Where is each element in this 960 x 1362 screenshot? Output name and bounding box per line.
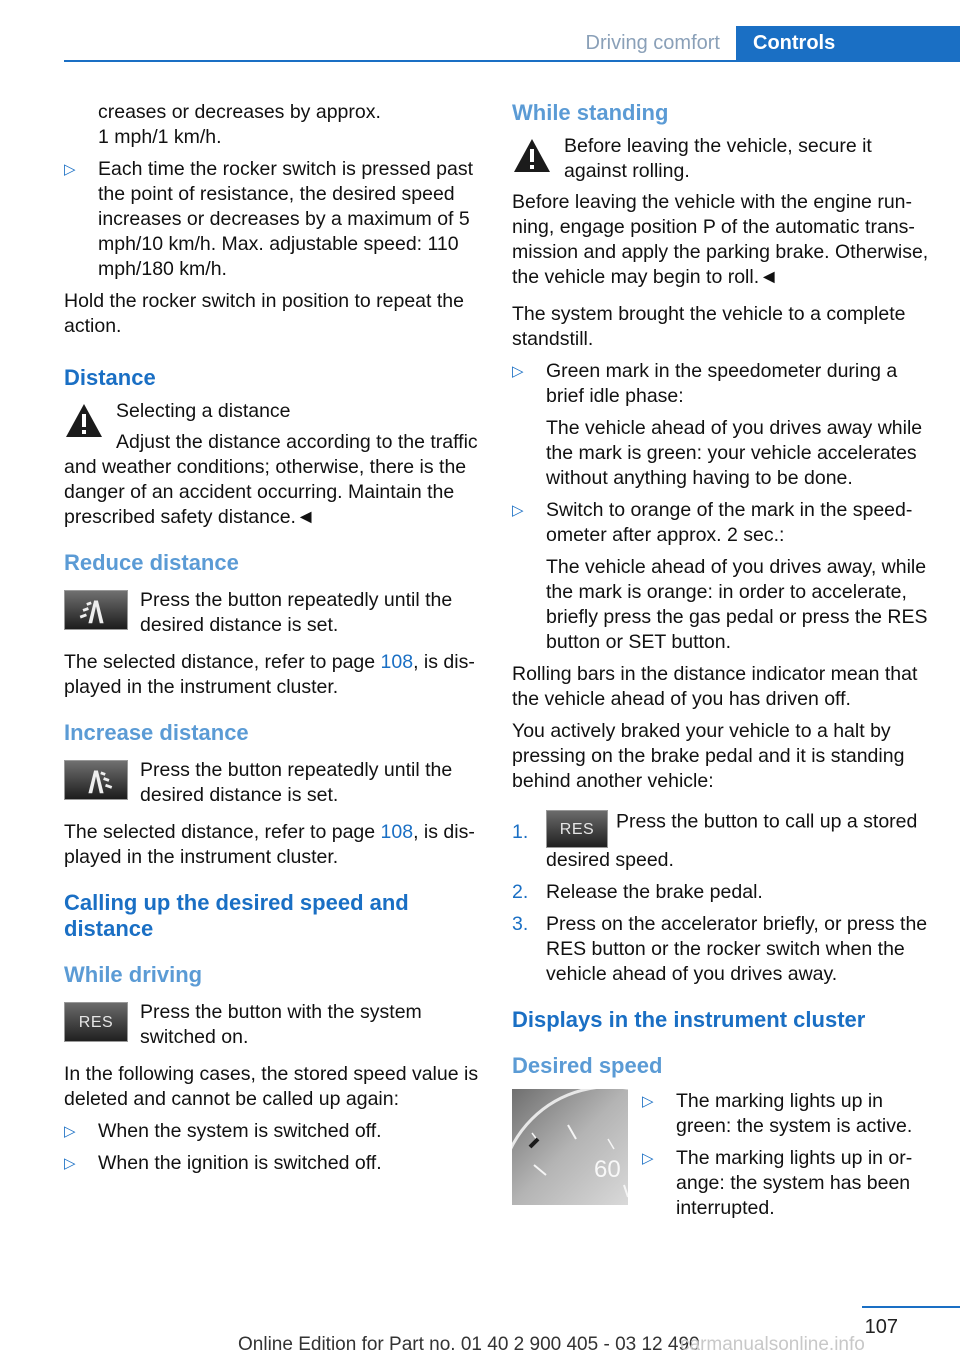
- text-part: The selected distance, refer to page: [64, 821, 381, 843]
- left-column: [64, 100, 484, 1183]
- numbered-step: [512, 808, 930, 873]
- warning-block: [512, 134, 930, 184]
- step-number: 1.: [512, 821, 529, 843]
- list-item-text: Each time the rocker switch is pressed past the point of resistance, the desired speed increases or decreases by a maximum of 5 mph/10 km/h. Max. adjustable speed: 110 mph/180 km/h.: [98, 158, 473, 280]
- heading-desired-speed: Desired speed: [512, 1053, 663, 1078]
- gauge-number: 60: [594, 1156, 621, 1183]
- heading-while-driving: While driving: [64, 962, 203, 987]
- list-item: [642, 1146, 930, 1221]
- header-section-title: Driving comfort: [585, 32, 720, 54]
- list-item-text: When the system is switched off.: [98, 1120, 382, 1142]
- numbered-step: [512, 912, 930, 987]
- warning-text: Before leaving the vehicle, secure it against rolling.: [564, 135, 872, 182]
- brought-text: The system brought the vehicle to a complete standstill.: [512, 303, 906, 350]
- page-number: 107: [864, 1316, 898, 1338]
- header-tab-controls[interactable]: Controls: [736, 26, 960, 62]
- heading-calling-up: Calling up the desired speed and distance: [64, 890, 409, 941]
- while-driving-row: [64, 1000, 484, 1050]
- footer-rule: [862, 1306, 960, 1308]
- res-button-icon: RES: [64, 1002, 128, 1042]
- while-driving-text: Press the button with the system switched on.: [140, 1001, 422, 1048]
- step-text: Press the button to call up a stored desired speed.: [546, 810, 918, 871]
- right-column: [512, 100, 930, 1228]
- warning-line: Adjust the distance according to the traffic: [116, 431, 478, 453]
- list-item-text: The marking lights up in or‐ange: the system has been interrupted.: [676, 1147, 913, 1219]
- reduce-distance-button-icon: [64, 590, 128, 630]
- triangle-bullet-icon: ▷: [64, 161, 76, 178]
- triangle-bullet-icon: ▷: [642, 1093, 654, 1110]
- text-part: , is dis‐played in the instrument cluster.: [64, 651, 475, 698]
- list-item-text: Green mark in the speedometer during a brief idle phase:: [546, 360, 898, 407]
- triangle-bullet-icon: ▷: [512, 363, 524, 380]
- speedometer-image: [512, 1089, 628, 1205]
- heading-displays: Displays in the instrument cluster: [512, 1007, 866, 1032]
- list-item-text: When the ignition is switched off.: [98, 1152, 382, 1174]
- heading-increase-distance: Increase distance: [64, 720, 249, 745]
- triangle-bullet-icon: ▷: [64, 1123, 76, 1140]
- text-part: The selected distance, refer to page: [64, 651, 381, 673]
- heading-while-standing: While standing: [512, 100, 669, 125]
- res-button-icon: RES: [546, 810, 608, 848]
- increase-distance-text: Press the button repeatedly until the desired distance is set.: [140, 759, 453, 806]
- triangle-bullet-icon: ▷: [642, 1150, 654, 1167]
- gauge-text: [642, 1089, 930, 1228]
- reduce-distance-text: Press the button repeatedly until the desired distance is set.: [140, 589, 453, 636]
- step-number: 3.: [512, 913, 529, 935]
- rolling-bars-text: Rolling bars in the distance indicator mean that the vehicle ahead of you has driven off.: [512, 663, 918, 710]
- list-item: [642, 1089, 930, 1139]
- warning-title: Selecting a distance: [116, 400, 291, 422]
- heading-reduce-distance: Reduce distance: [64, 550, 239, 575]
- warning-tail: Before leaving the vehicle with the engine run‐ning, engage position P of the automatic trans‐mission and apply the parking brake. Otherwise, the vehicle may begin to roll.◄: [512, 191, 929, 288]
- list-item: [64, 1151, 484, 1176]
- numbered-step: [512, 880, 930, 905]
- page-link[interactable]: 108: [380, 651, 414, 673]
- heading-distance: Distance: [64, 365, 156, 390]
- list-item: [64, 1119, 484, 1144]
- hold-text: Hold the rocker switch in position to repeat the action.: [64, 290, 464, 337]
- increase-distance-row: [64, 758, 484, 808]
- step-text: Release the brake pedal.: [546, 881, 763, 903]
- warning-triangle-icon: [64, 401, 104, 441]
- warning-tail: and weather conditions; otherwise, there is the danger of an accident occurring. Maintain the prescribed safety distance.◄: [64, 456, 467, 528]
- header-rule: [64, 60, 960, 62]
- list-item-subtext: The vehicle ahead of you drives away, while the mark is orange: in order to accelerate, briefly press the gas pedal or press the RES button or SET button.: [546, 556, 928, 653]
- step-number: 2.: [512, 881, 529, 903]
- desired-speed-row: [512, 1089, 930, 1228]
- list-item: [64, 157, 484, 282]
- edition-text: Online Edition for Part no. 01 40 2 900 405 - 03 12 490: [238, 1334, 700, 1355]
- list-item-subtext: The vehicle ahead of you drives away while the mark is green: your vehicle accelerates without anything having to be done.: [546, 417, 923, 489]
- braked-text: You actively braked your vehicle to a halt by pressing on the brake pedal and it is standing behind another vehicle:: [512, 720, 905, 792]
- following-cases-text: In the following cases, the stored speed value is deleted and cannot be called up again:: [64, 1063, 479, 1110]
- warning-triangle-icon: [512, 136, 552, 176]
- list-item-text: The marking lights up in green: the system is active.: [676, 1090, 913, 1137]
- triangle-bullet-icon: ▷: [512, 502, 524, 519]
- watermark-text: carmanualsonline.info: [680, 1334, 865, 1355]
- list-item-text: Switch to orange of the mark in the speed‐ometer after approx. 2 sec.:: [546, 499, 913, 546]
- step-text: Press on the accelerator briefly, or press the RES button or the rocker switch when the vehicle ahead of you drives away.: [546, 913, 928, 985]
- selected-distance-text: [64, 820, 484, 870]
- continued-text: creases or decreases by approx. 1 mph/1 km/h.: [98, 101, 381, 148]
- list-item: [512, 498, 930, 548]
- triangle-bullet-icon: ▷: [64, 1155, 76, 1172]
- list-item: [512, 359, 930, 409]
- reduce-distance-row: [64, 588, 484, 638]
- warning-block: [64, 399, 484, 530]
- increase-distance-button-icon: [64, 760, 128, 800]
- page-link[interactable]: 108: [380, 821, 414, 843]
- selected-distance-text: [64, 650, 484, 700]
- text-part: , is dis‐played in the instrument cluster.: [64, 821, 475, 868]
